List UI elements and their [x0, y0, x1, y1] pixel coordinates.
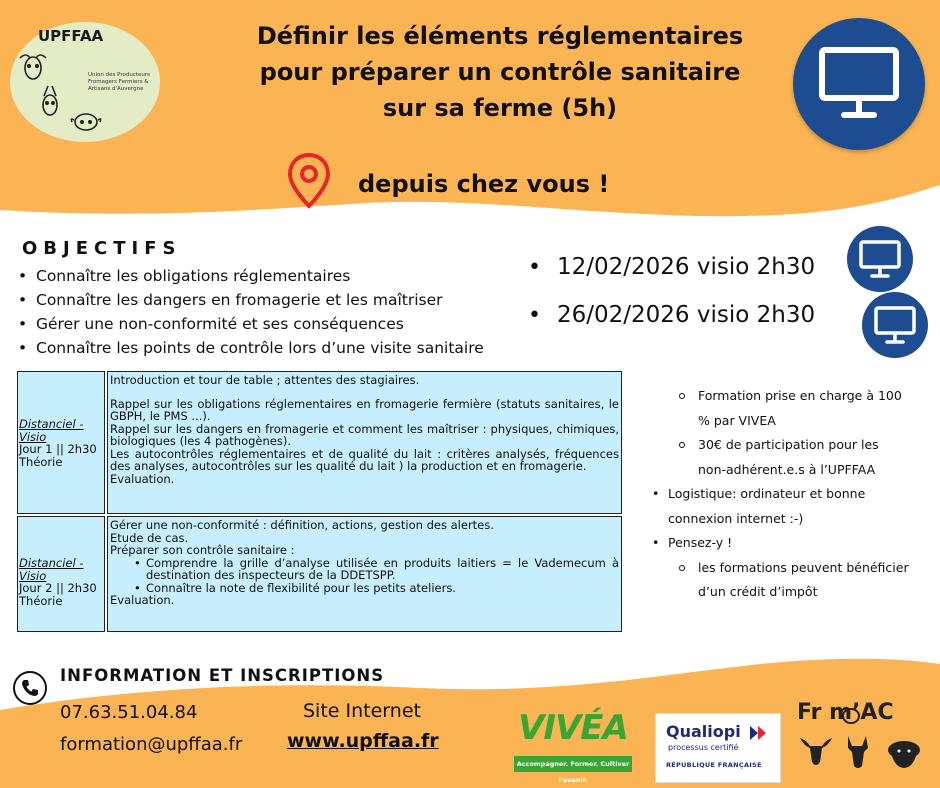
fromac-logo: Fr m’AC: [797, 700, 894, 725]
phone-icon: [12, 670, 48, 706]
monitor-icon: [793, 18, 925, 150]
title-line-2: pour préparer un contrôle sanitaire: [259, 58, 741, 86]
day-1-meta: [17, 371, 105, 514]
qualiopi-arrow-icon: [748, 724, 770, 742]
qualiopi-name: Qualiopi: [666, 722, 741, 741]
headline: [190, 18, 810, 126]
session-date-2: • 26/02/2026 visio 2h30: [528, 302, 816, 328]
program-table: [15, 369, 624, 634]
vivea-name: VIVÉA: [518, 708, 628, 748]
funding-item: Formation prise en charge à 100: [648, 384, 933, 409]
day-2-bullets: [132, 557, 619, 595]
day-2-meta: [17, 516, 105, 632]
session-date-2-text: 26/02/2026 visio 2h30: [556, 302, 816, 328]
qualiopi-logo: [655, 713, 781, 783]
day-2-type: Théorie: [19, 593, 63, 608]
list-item: • Connaître la note de flexibilité pour les petits ateliers.: [132, 582, 619, 595]
logo-subtitle: Union des Producteurs Fromagers Fermiers & Artisans d'Auvergne: [88, 72, 151, 92]
objectives-list: [16, 264, 484, 360]
title-line-3: sur sa ferme (5h): [382, 94, 618, 122]
day-2-p3: Préparer son contrôle sanitaire :: [110, 543, 295, 557]
practical-info: Formation prise en charge à 100 % par VIVEA 30€ de participation pour les non-adhérent.e.s à l’UPFFAA • Logistique: ordinateur et bonne connexion internet :-) • Pensez-y ! les formations peuvent bénéficier d’un crédit d’impôt: [648, 384, 933, 605]
website-link[interactable]: www.upffaa.fr: [287, 730, 439, 752]
monitor-icon: [862, 292, 928, 358]
day-1-content: [107, 371, 622, 514]
vivea-tagline: Accompagner. Former. Cultiver l'avenir.: [514, 756, 632, 772]
day-1-p1: Rappel sur les obligations réglementaires en fromagerie fermière (statuts sanitaires, le GBPH, le PMS ...).: [110, 396, 619, 423]
day-2-duration: Jour 2 || 2h30: [19, 581, 97, 595]
cow-head-icon: [840, 705, 862, 725]
list-item: • Comprendre la grille d’analyse utilisée en produits laitiers = le Vademecum à destination des inspecteurs de la DDETSPP.: [132, 557, 619, 582]
day-2-mode: Distanciel - Visio: [19, 556, 84, 583]
day-1-type: Théorie: [19, 454, 63, 469]
session-date-1: • 12/02/2026 visio 2h30: [528, 254, 816, 280]
day-2-p2: Etude de cas.: [110, 530, 189, 545]
logo-name: UPFFAA: [38, 27, 104, 45]
fee-item: 30€ de participation pour les: [648, 433, 933, 458]
title-line-1: Définir les éléments réglementaires: [256, 22, 744, 50]
footer-title: INFORMATION ET INSCRIPTIONS: [60, 666, 385, 685]
day-2-p1: Gérer une non-conformité : définition, actions, gestion des alertes.: [110, 518, 494, 532]
day-1-p2: Rappel sur les dangers en fromagerie et comment les maîtriser : physiques, chimiques, biologiques (les 4 pathogènes).: [110, 421, 619, 448]
day-1-mode: Distanciel - Visio: [19, 417, 84, 444]
phone-number[interactable]: 07.63.51.04.84: [60, 702, 198, 723]
qualiopi-subtitle: processus certifié: [668, 743, 739, 752]
session-date-1-text: 12/02/2026 visio 2h30: [556, 254, 816, 280]
day-1-p3: Les autocontrôles réglementaires et de qualité du lait : critères analysés, fréquences des analyses, autocontrôles sur les qualité du lait ) la production et en fromagerie.: [110, 446, 619, 473]
fromac-animals-icon: [796, 732, 926, 772]
location-pin-icon: [286, 152, 332, 210]
table-row: [17, 516, 622, 632]
day-2-p4: Evaluation.: [110, 593, 175, 607]
vivea-logo: [514, 706, 634, 784]
day-2-content: [107, 516, 622, 632]
day-1-intro: Introduction et tour de table ; attentes des stagiaires.: [110, 373, 420, 387]
objective-item: • Connaître les obligations réglementaires: [16, 264, 484, 288]
day-1-p4: Evaluation.: [110, 471, 175, 486]
email-link[interactable]: formation@upffaa.fr: [60, 734, 243, 755]
circle-bullet-icon: [679, 442, 685, 448]
monitor-icon: [847, 226, 913, 292]
think-item: • Pensez-y !: [652, 535, 733, 550]
subtitle: depuis chez vous !: [358, 170, 610, 198]
objective-item: • Connaître les dangers en fromagerie et les maîtriser: [16, 288, 484, 312]
qualiopi-republic: RÉPUBLIQUE FRANÇAISE: [666, 761, 762, 769]
circle-bullet-icon: [679, 393, 685, 399]
objectives-title: OBJECTIFS: [22, 238, 182, 259]
logo-animals-icon: [16, 50, 106, 140]
tax-item: les formations peuvent bénéficier: [648, 556, 933, 581]
objective-item: • Connaître les points de contrôle lors d’une visite sanitaire: [16, 336, 484, 360]
table-row: [17, 371, 622, 514]
site-label: Site Internet: [303, 700, 421, 722]
day-1-duration: Jour 1 || 2h30: [19, 442, 97, 456]
circle-bullet-icon: [679, 565, 685, 571]
logistics-item: • Logistique: ordinateur et bonne: [652, 486, 866, 501]
objective-item: • Gérer une non-conformité et ses conséquences: [16, 312, 484, 336]
